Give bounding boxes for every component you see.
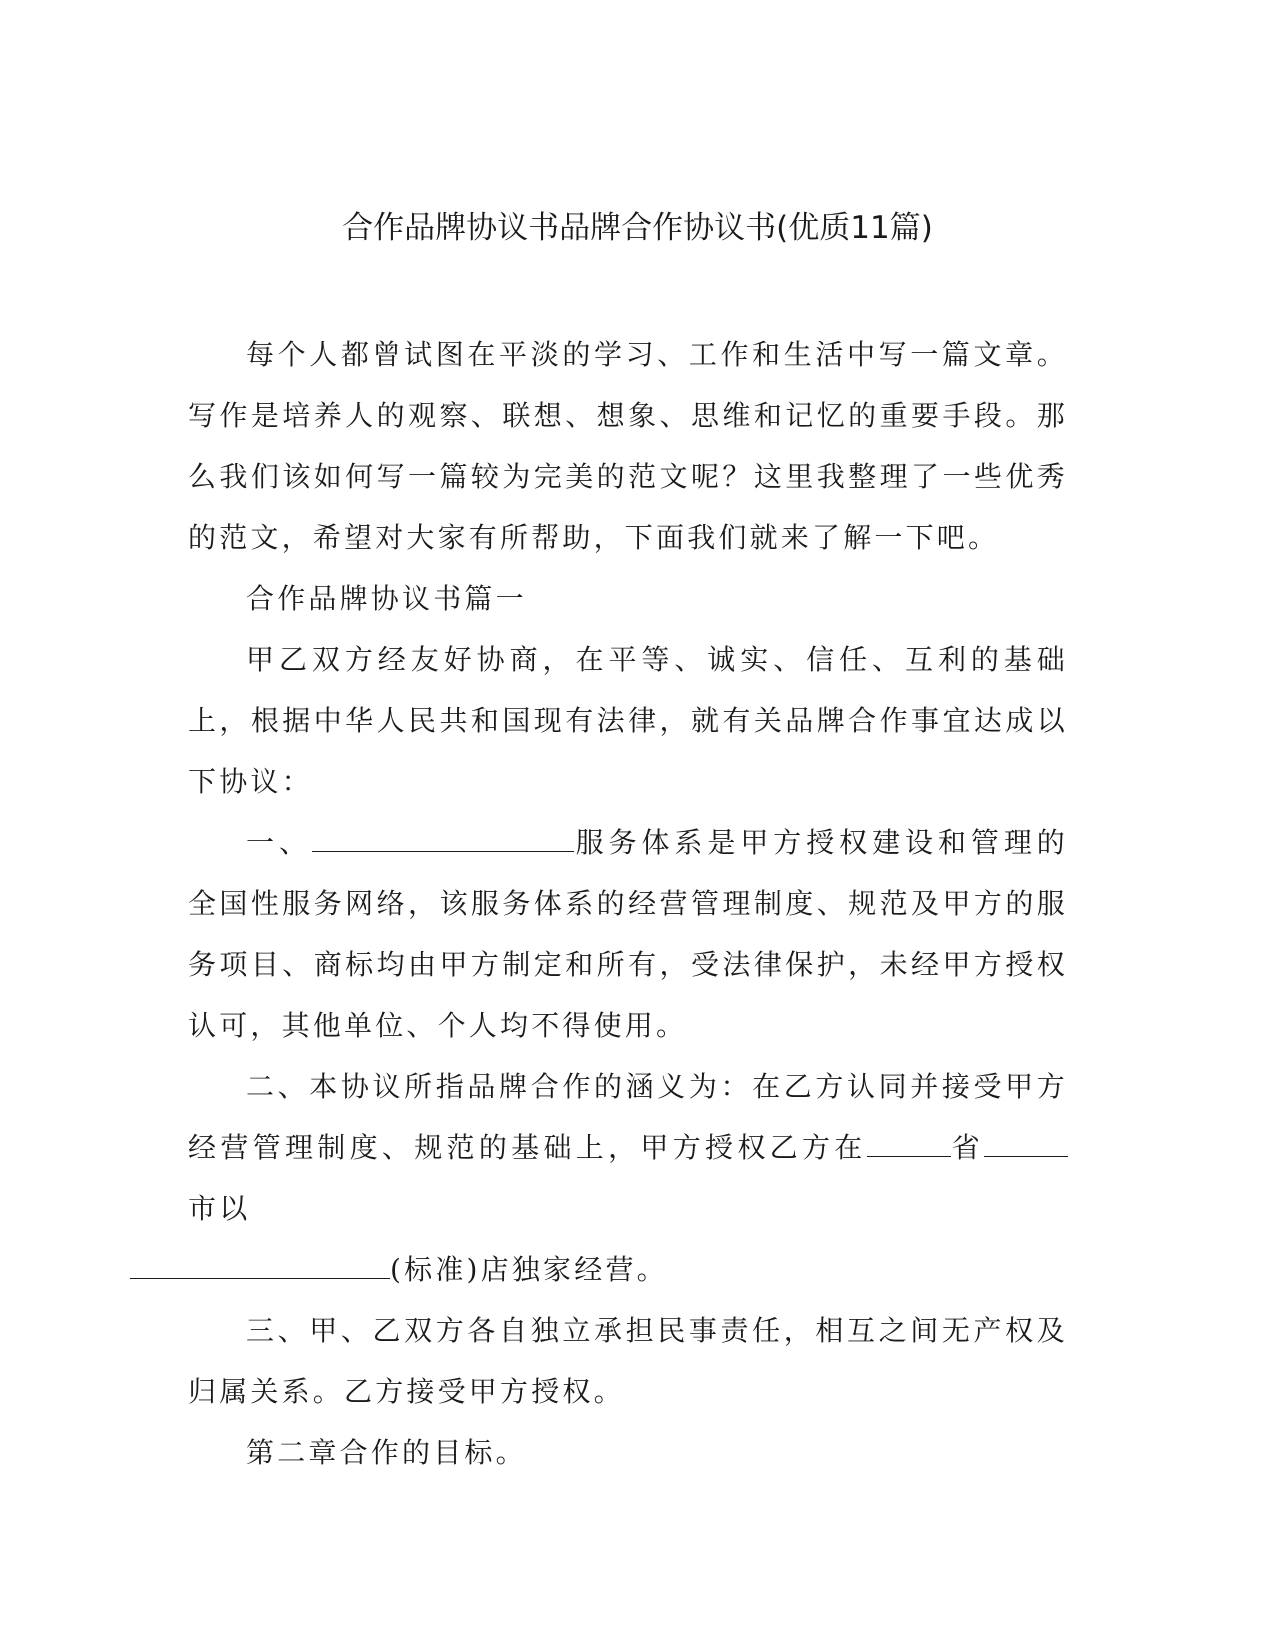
- clause-3: 三、甲、乙双方各自独立承担民事责任，相互之间无产权及归属关系。乙方接受甲方授权。: [188, 1314, 1068, 1408]
- document-body: [188, 324, 1068, 1483]
- blank-service-name: [312, 827, 574, 852]
- clause-1-text: 服务体系是甲方授权建设和管理的全国性服务网络，该服务体系的经营管理制度、规范及甲方的服务项目、商标均由甲方制定和所有，受法律保护，未经甲方授权认可，其他单位、个人均不得使用。: [188, 826, 1068, 1042]
- blank-store-name: [130, 1254, 390, 1279]
- blank-city: [984, 1132, 1068, 1157]
- section-heading: 合作品牌协议书篇一: [246, 582, 527, 615]
- clause-1-prefix: 一、: [246, 826, 312, 859]
- document-title: 合作品牌协议书品牌合作协议书(优质11篇): [342, 210, 933, 246]
- blank-province: [867, 1132, 951, 1157]
- agreement-preamble: 甲乙双方经友好协商，在平等、诚实、信任、互利的基础上，根据中华人民共和国现有法律，就有关品牌合作事宜达成以下协议：: [188, 643, 1068, 798]
- clause-1: [188, 812, 1068, 1056]
- clause-2-city: 市以: [188, 1192, 251, 1225]
- clause-2-text: 二、本协议所指品牌合作的涵义为：在乙方认同并接受甲方经营管理制度、规范的基础上，甲方授权乙方在: [188, 1070, 1068, 1164]
- chapter-2-heading: 第二章合作的目标。: [246, 1436, 527, 1469]
- clause-2-end: (标准)店独家经营。: [390, 1253, 668, 1286]
- intro-paragraph: 每个人都曾试图在平淡的学习、工作和生活中写一篇文章。写作是培养人的观察、联想、想象、思维和记忆的重要手段。那么我们该如何写一篇较为完美的范文呢？这里我整理了一些优秀的范文，希望对大家有所帮助，下面我们就来了解一下吧。: [188, 338, 1068, 554]
- clause-2: [188, 1056, 1068, 1300]
- clause-2-province: 省: [950, 1131, 985, 1164]
